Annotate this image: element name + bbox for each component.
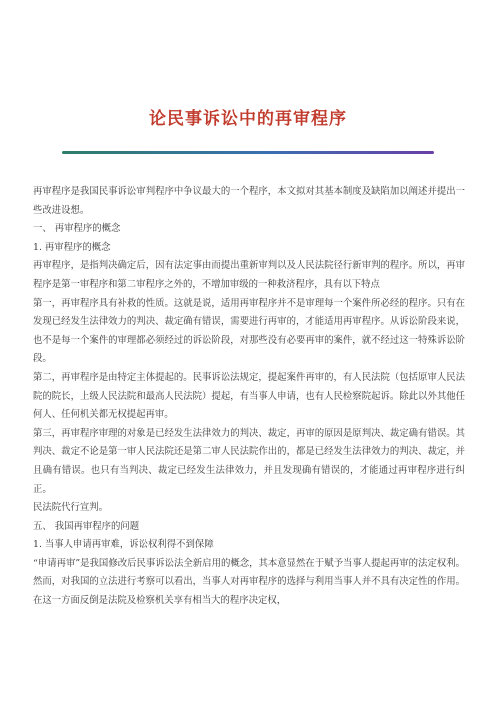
- heading-section-5: 五、 我国再审程序的问题: [33, 520, 140, 532]
- paragraph-feature-1: 第一，再审程序具有补救的性质。这就是说，适用再审程序并不是审理每一个案件所必经的程序。只有在发现已经发生法律效力的判决、裁定确有错误，需要进行再审的，才能适用再审程序。从诉讼阶段来说，也不是每一个案件的审理都必须经过的诉讼阶段，对那些没有必要再审的案件，就不经过这一特殊诉讼阶段。: [33, 297, 465, 365]
- subheading-5-1: 1. 当事人申请再审难，诉讼权利得不到保障: [33, 539, 214, 551]
- document-title: 论民事诉讼中的再审程序: [149, 109, 347, 129]
- heading-section-1: 一、 再审程序的概念: [33, 223, 121, 235]
- paragraph-application: “申请再审”是我国修改后民事诉讼法全新启用的概念，其本意显然在于赋予当事人提起再审的法定权利。然而，对我国的立法进行考察可以看出，当事人对再审程序的选择与利用当事人并不具有决定性的作用。在这一方面反倒是法院及检察机关享有相当大的程序决定权，: [33, 557, 465, 607]
- title-divider: [62, 151, 434, 154]
- subheading-1-1: 1. 再审程序的概念: [33, 241, 111, 253]
- paragraph-fragment: 民法院代行宣判。: [33, 502, 109, 514]
- paragraph-intro: 再审程序是我国民事诉讼审判程序中争议最大的一个程序，本文拟对其基本制度及缺陷加以阐述并提出一些改进设想。: [33, 186, 465, 216]
- paragraph-feature-3: 第三，再审程序审理的对象是已经发生法律效力的判决、裁定，再审的原因是原判决、裁定确有错误。其判决、裁定不论是第一审人民法院还是第二审人民法院作出的，都是已经发生法律效力的判决、裁定，并且确有错误。也只有当判决、裁定已经发生法律效力，并且发现确有错误的，才能通过再审程序进行纠正。: [33, 427, 465, 495]
- paragraph-feature-2: 第二，再审程序是由特定主体提起的。民事诉讼法规定，提起案件再审的，有人民法院（包括原审人民法院的院长，上级人民法院和最高人民法院）提起，有当事人申请，也有人民检察院起诉。除此以外其他任何人、任何机关都无权提起再审。: [33, 371, 465, 421]
- document-body: [33, 183, 465, 611]
- paragraph-definition: 再审程序，是指判决确定后，因有法定事由而提出重新审判以及人民法院径行新审判的程序。所以，再审程序是第一审程序和第二审程序之外的，不增加审级的一种救济程序，具有以下特点: [33, 260, 465, 290]
